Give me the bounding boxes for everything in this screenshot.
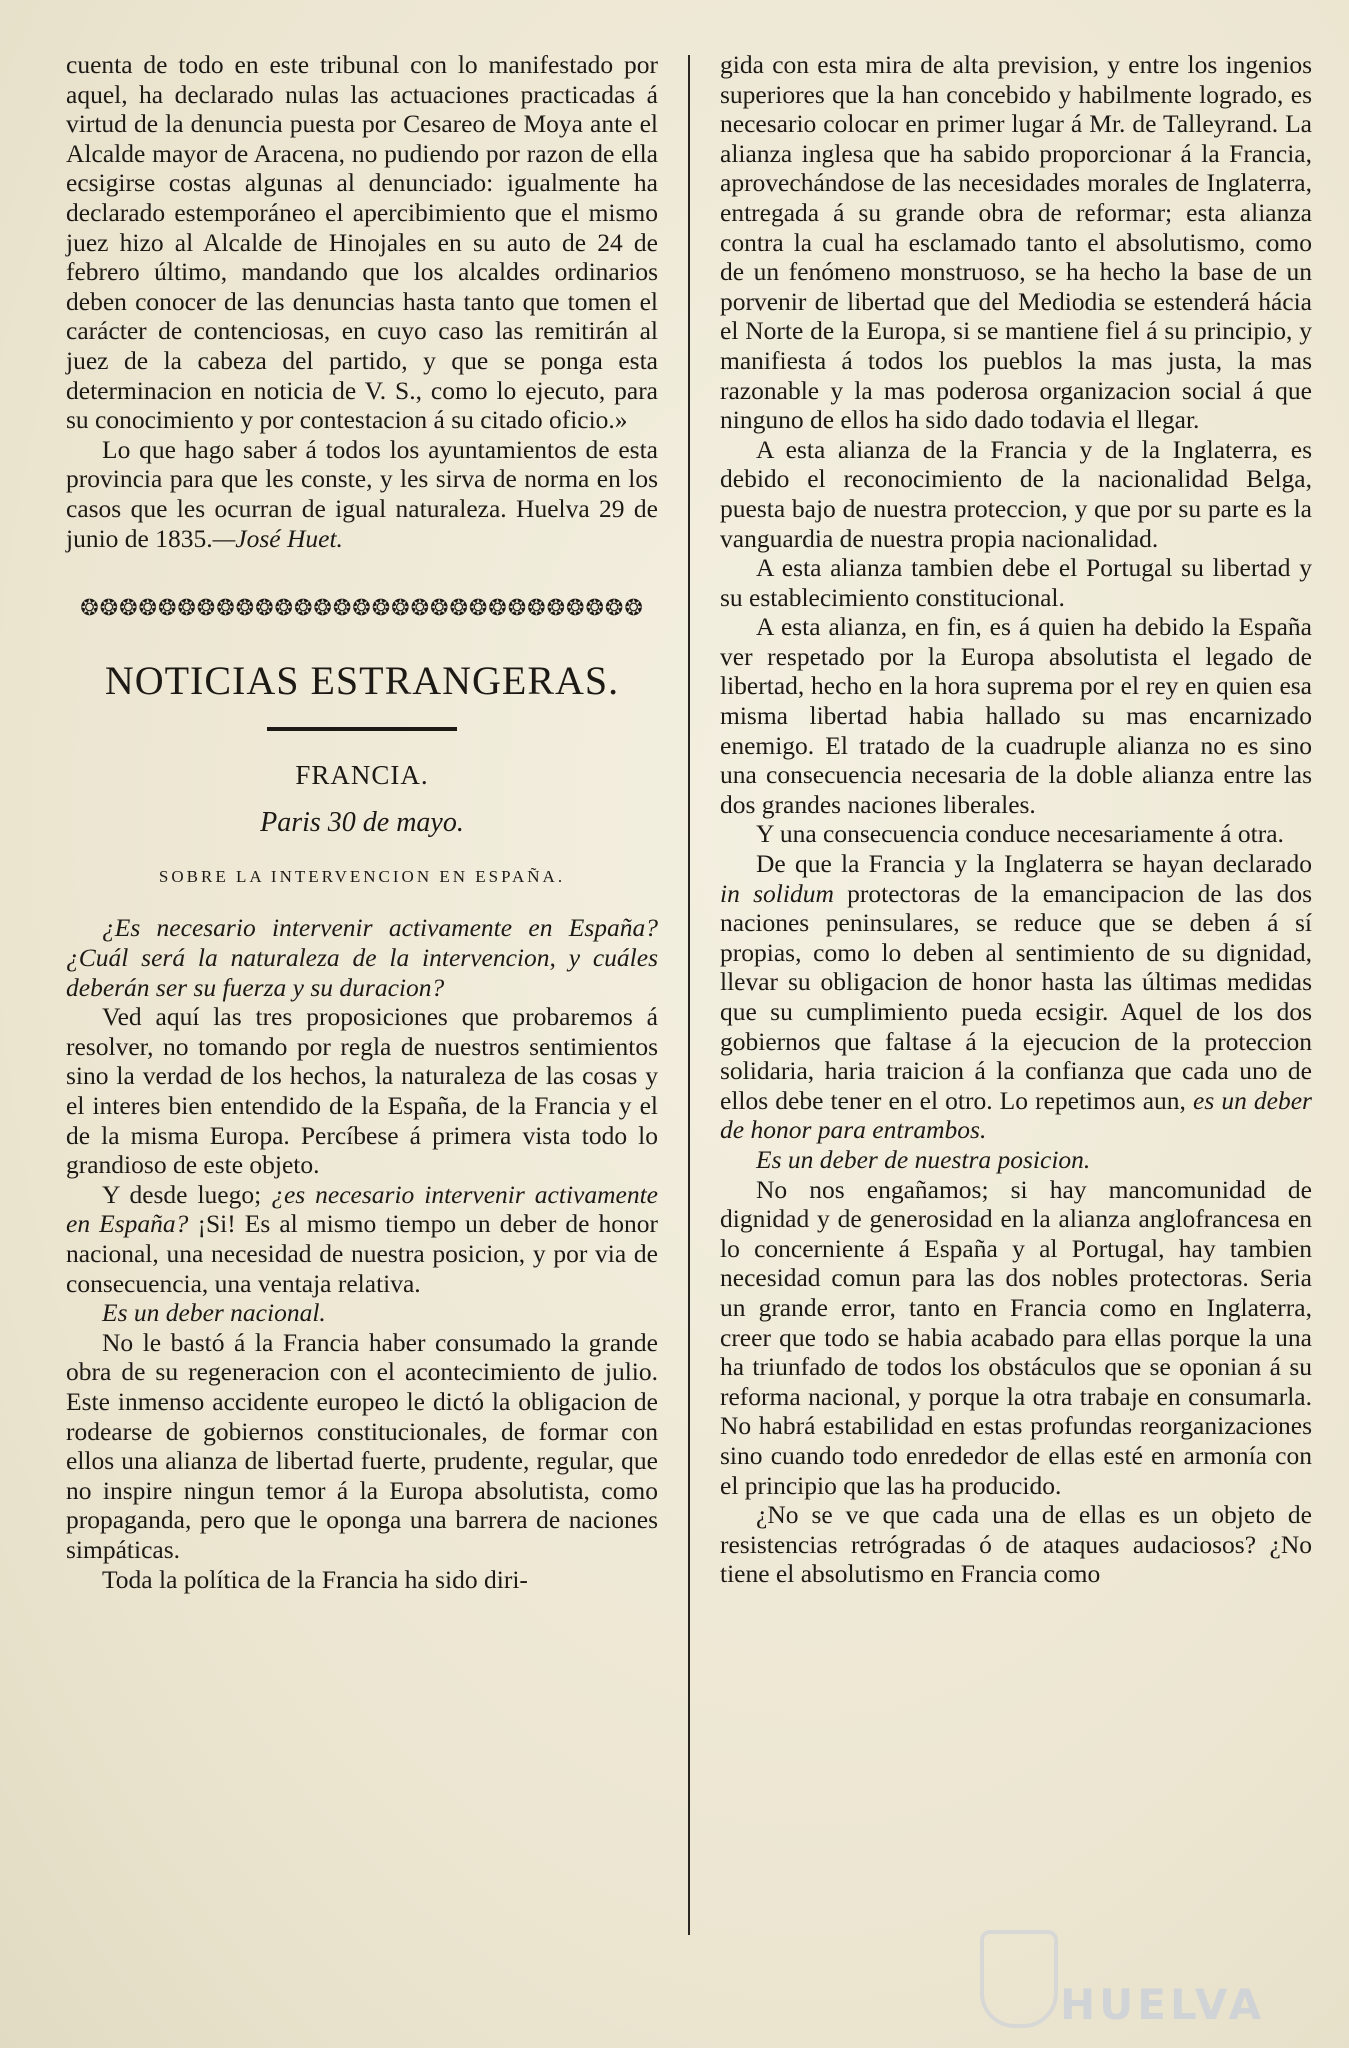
country-heading: FRANCIA. <box>295 759 429 790</box>
right-paragraph-4: A esta alianza, en fin, es á quien ha debido la España ver respetado por la Europa absolutista el legado de libertad, hecho en la hora suprema por el rey en quien esa misma libertad habia hallado su mas encarnizado enemigo. El tratado de la cuadruple alianza no es sino una consecuencia necesaria de la doble alianza entre las dos grandes naciones liberales. <box>720 612 1312 819</box>
title-rule <box>267 727 457 731</box>
p2-italic: ¿es necesario intervenir activamente en España? <box>66 1179 658 1239</box>
article-paragraph-2 <box>66 1180 658 1298</box>
p6-italic-2: es un deber de honor para entrambos. <box>720 1085 1312 1145</box>
right-paragraph-8: No nos engañamos; si hay mancomunidad de dignidad y de generosidad en la alianza anglofrancesa en lo concerniente á España y al Portugal, hay tambien necesidad comun para las dos nobles protectoras. Seria un grande error, tanto en Francia como en Inglaterra, creer que todo se habia acabado para ellas porque la una ha triunfado de todos los obstáculos que se oponian á su reforma nacional, y porque la otra trabaje en consumarla. No habrá estabilidad en estas profundas reorganizaciones sino cuando todo enrededor de ellas esté en armonía con el principio que las ha producido. <box>720 1174 1312 1500</box>
article-subhead: SOBRE LA INTERVENCION EN ESPAÑA. <box>158 866 566 886</box>
closing-paragraph <box>66 435 658 553</box>
closing-text: Lo que hago saber á todos los ayuntamientos de esta provincia para que les conste, y les sirva de norma en los casos que les ocurran de igual naturaleza. Huelva 29 de junio de 1835. <box>66 434 658 553</box>
signature: —José Huet. <box>212 523 343 553</box>
left-column <box>66 50 658 1594</box>
right-paragraph-1: gida con esta mira de alta prevision, y entre los ingenios superiores que la han concebido y habilmente logrado, es necesario colocar en primer lugar á Mr. de Talleyrand. La alianza inglesa que ha sabido proporcionar á la Francia, aprovechándose de las necesidades morales de Inglaterra, entregada á su grande obra de reformar; esta alianza contra la cual ha esclamado tanto el absolutismo, como de un fenómeno monstruoso, se ha hecho la base de un porvenir de libertad que del Mediodia se estenderá hácia el Norte de la Europa, si se mantiene fiel á su principio, y manifiesta á todos los pueblos la mas justa, la mas razonable y la mas poderosa organizacion social á que ninguno de ellos ha sido dado todavia el llegar. <box>720 50 1312 435</box>
article-questions: ¿Es necesario intervenir activamente en España? ¿Cuál será la naturaleza de la intervencion, y cuáles deberán ser su fuerza y su duracion? <box>66 913 658 1002</box>
archive-watermark: HUELVA <box>1060 1980 1266 2029</box>
column-rule <box>688 55 690 1935</box>
p2-rest: ¡Si! Es al mismo tiempo un deber de honor nacional, una necesidad de nuestra posicion, y por via de consecuencia, una ventaja relativa. <box>66 1209 659 1298</box>
right-column <box>720 50 1312 1589</box>
article-paragraph-4: No le bastó á la Francia haber consumado la grande obra de su regeneracion con el acontecimiento de julio. Este inmenso accidente europeo le dictó la obligacion de rodearse de gobiernos constitucionales, de formar con ellos una alianza de libertad fuerte, prudente, regular, que no inspire ningun temor á la Europa absolutista, como propaganda, pero que le oponga una barrera de naciones simpáticas. <box>66 1327 658 1564</box>
paragraph-continuation: cuenta de todo en este tribunal con lo manifestado por aquel, ha declarado nulas las actuaciones practicadas á virtud de la denuncia puesta por Cesareo de Moya ante el Alcalde mayor de Aracena, no pudiendo por razon de ella ecsigirse costas algunas al denunciado: igualmente ha declarado estemporáneo el apercibimiento que el mismo juez hizo al Alcalde de Hinojales en su auto de 24 de febrero último, mandando que los alcaldes ordinarios deben conocer de las denuncias hasta tanto que tomen el carácter de contenciosas, en cuyo caso las remitirán al juez de la cabeza del partido, y que se ponga esta determinacion en noticia de V. S., como lo ejecuto, para su conocimiento y por contestacion á su citado oficio.» <box>66 50 658 435</box>
right-paragraph-9: ¿No se ve que cada una de ellas es un objeto de resistencias retrógradas ó de ataques audaciosos? ¿No tiene el absolutismo en Francia como <box>720 1500 1312 1589</box>
right-paragraph-3: A esta alianza tambien debe el Portugal su libertad y su establecimiento constitucional. <box>720 553 1312 612</box>
article-paragraph-3: Es un deber nacional. <box>102 1298 326 1328</box>
dateline: Paris 30 de mayo. <box>260 807 464 839</box>
p6-rest: protectoras de la emancipacion de las dos naciones peninsulares, se reduce que se deben á sí propias, como lo deben al sentimiento de su dignidad, llevar su obligacion de honor hasta las últimas medidas que su cumplimiento pueda ecsigir. Aquel de los dos gobiernos que faltase á la ejecucion de la proteccion solidaria, haria traicion á la confianza que cada uno de ellos debe tener en el otro. Lo repetimos aun, <box>720 878 1312 1115</box>
archive-seal-icon <box>980 1930 1058 2028</box>
p6-start: De que la Francia y la Inglaterra se hayan declarado <box>756 849 1312 879</box>
right-paragraph-6 <box>720 849 1312 1145</box>
p6-italic: in solidum <box>720 878 834 908</box>
right-paragraph-7: Es un deber de nuestra posicion. <box>756 1144 1091 1174</box>
section-title: NOTICIAS ESTRANGERAS. <box>104 657 620 703</box>
p2-start: Y desde luego; <box>102 1179 272 1209</box>
article-paragraph-1: Ved aquí las tres proposiciones que probaremos á resolver, no tomando por regla de nuestros sentimientos sino la verdad de los hechos, la naturaleza de las cosas y el interes bien entendido de la España, de la Francia y el de la misma Europa. Percíbese á primera vista todo lo grandioso de este objeto. <box>66 1002 658 1180</box>
article-paragraph-5: Toda la política de la Francia ha sido diri- <box>102 1564 528 1594</box>
right-paragraph-2: A esta alianza de la Francia y de la Inglaterra, es debido el reconocimiento de la nacionalidad Belga, puesta bajo de nuestra proteccion, y que por su parte es la vanguardia de nuestra propia nacionalidad. <box>720 434 1312 553</box>
ornament-divider: ❂❂❂❂❂❂❂❂❂❂❂❂❂❂❂❂❂❂❂❂❂❂❂❂❂❂❂❂❂ <box>80 595 644 621</box>
right-paragraph-5: Y una consecuencia conduce necesariamente á otra. <box>756 819 1284 849</box>
